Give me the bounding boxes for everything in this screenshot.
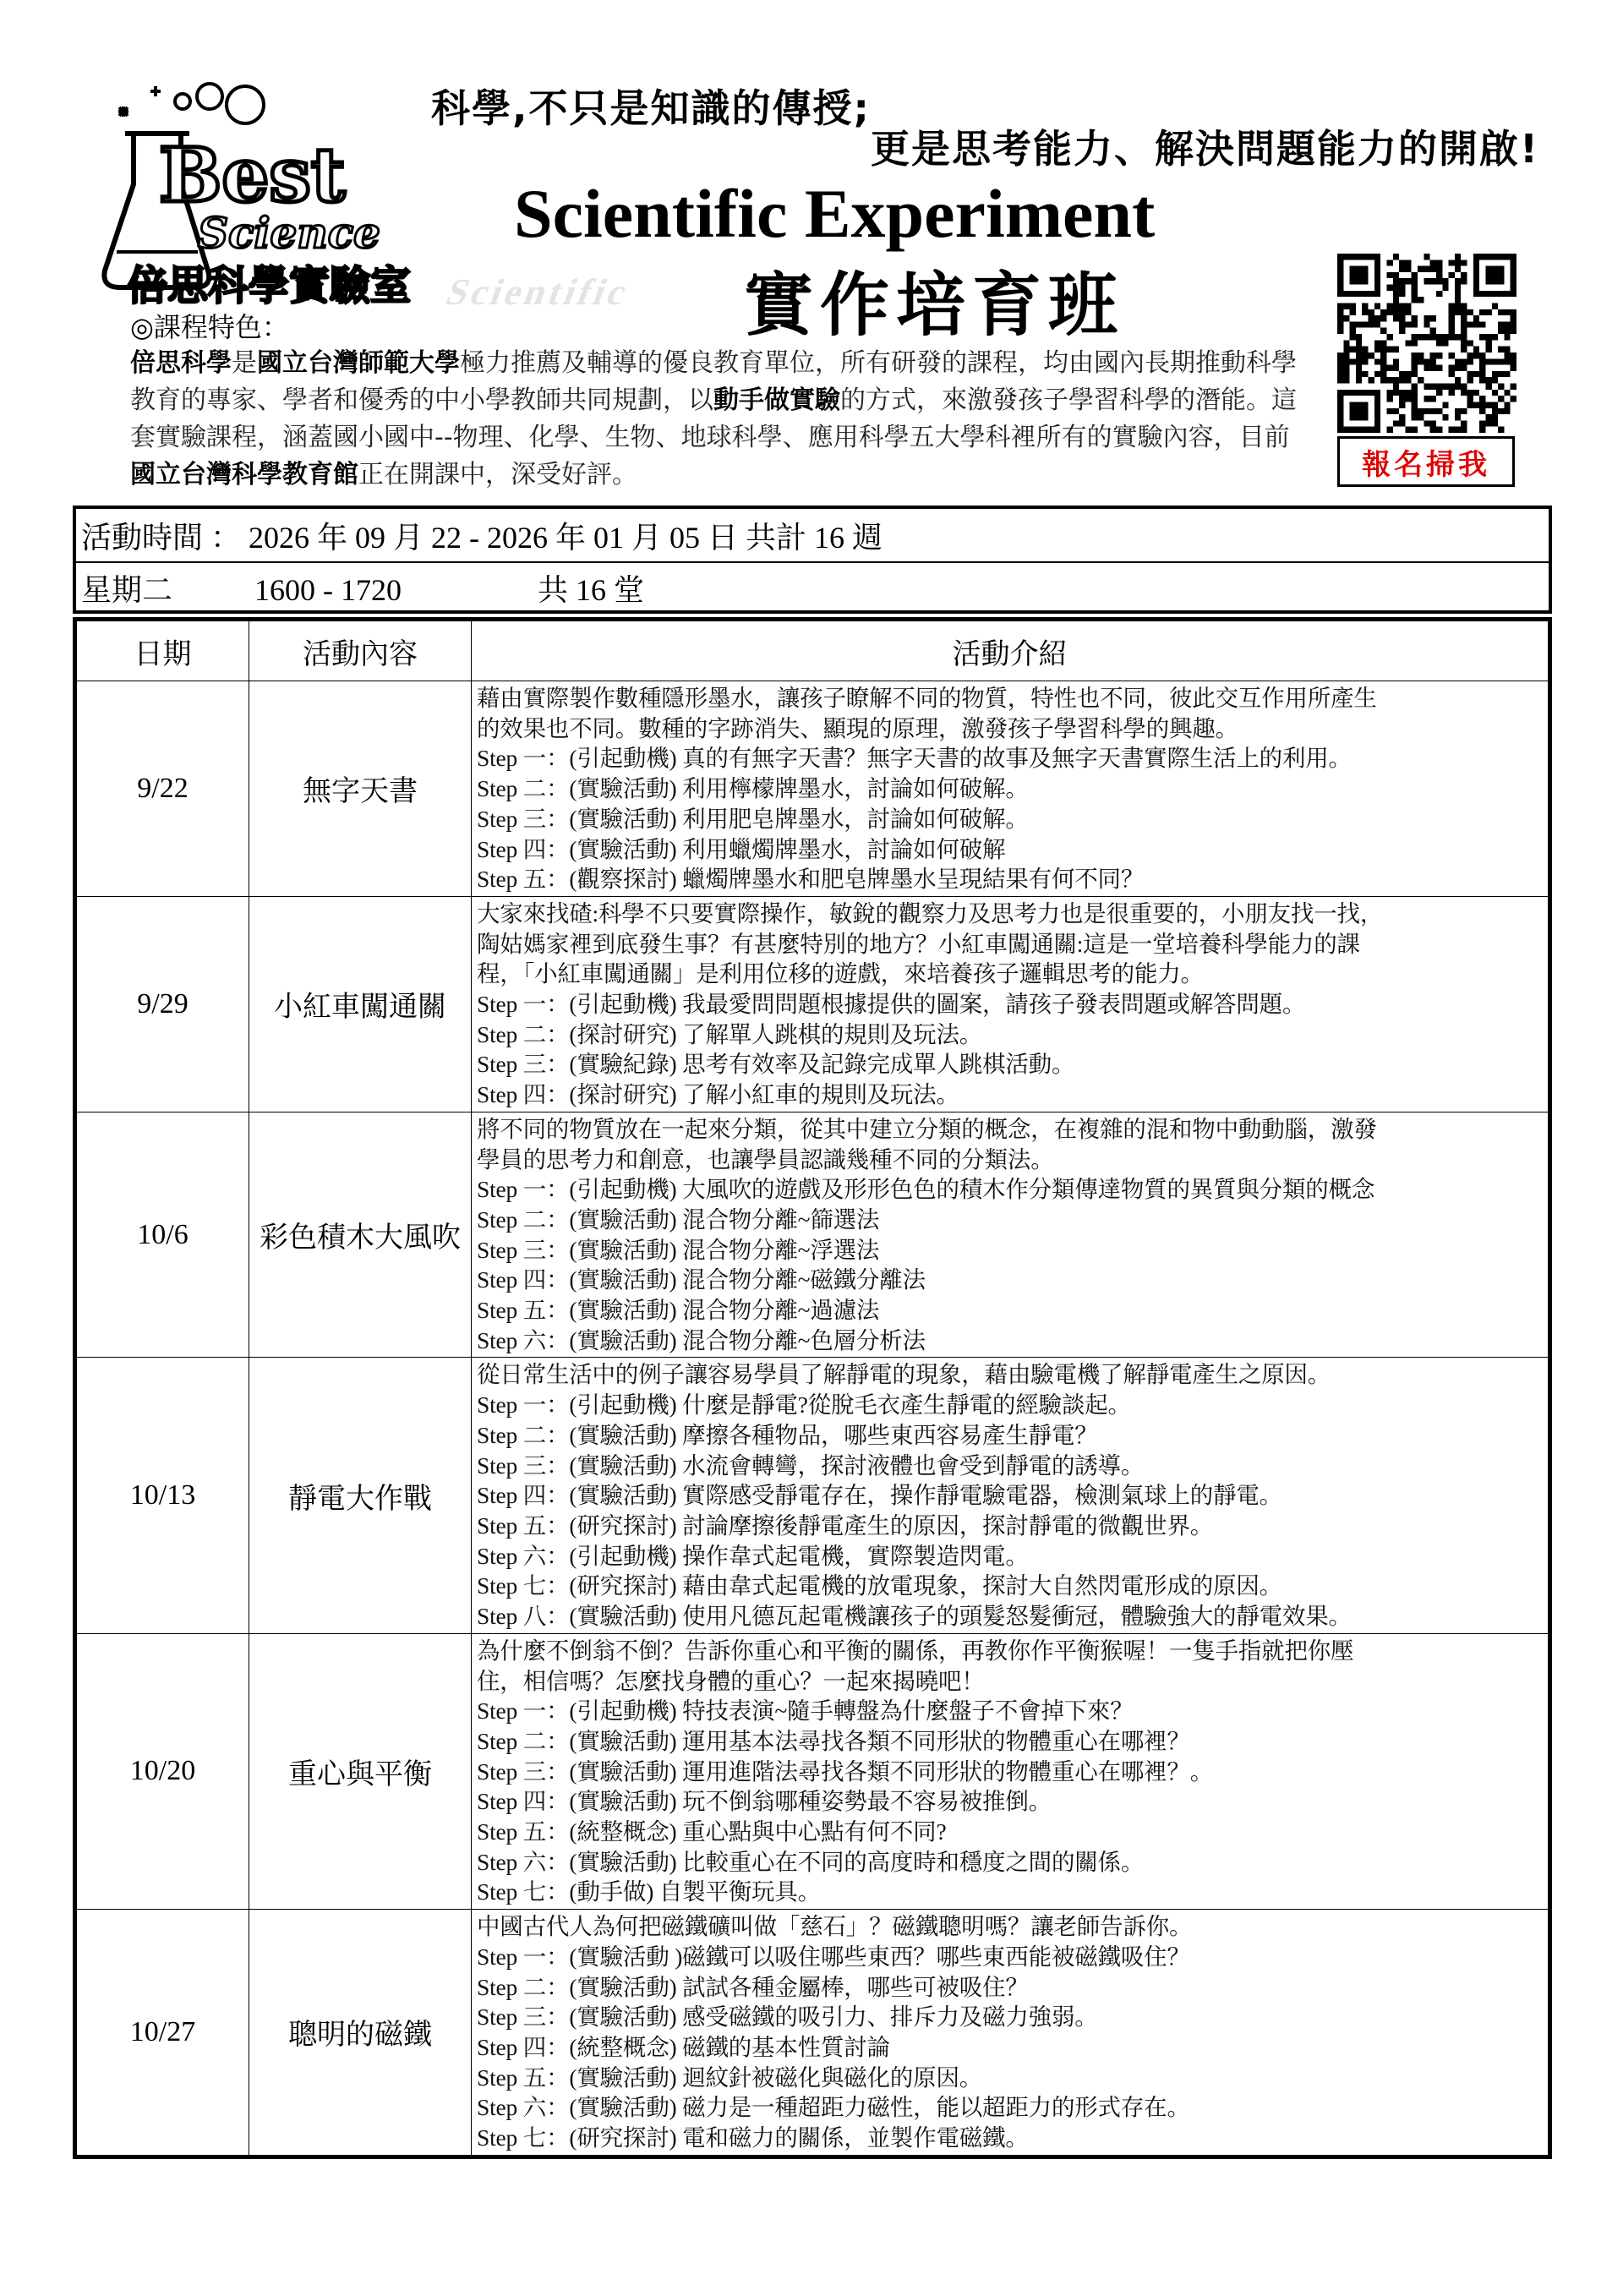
- description-line: Step 四：(實驗活動) 混合物分離~磁鐵分離法: [477, 1266, 926, 1293]
- row-description: [472, 1910, 1549, 2156]
- description-line: Step 八：(實驗活動) 使用凡德瓦起電機讓孩子的頭髮怒髮衝冠，體驗強大的靜電效果。: [477, 1603, 1352, 1630]
- description-line: 中國古代人為何把磁鐵礦叫做「慈石」？磁鐵聰明嗎？讓老師告訴你。: [477, 1913, 1193, 1940]
- description-line: Step 四：(實驗活動) 玩不倒翁哪種姿勢最不容易被推倒。: [477, 1788, 1052, 1815]
- description-line: 將不同的物質放在一起來分類，從其中建立分類的概念，在複雜的混和物中動動腦，激發: [477, 1115, 1377, 1142]
- row-activity-name: 重心與平衡: [249, 1633, 472, 1909]
- ghost-watermark-text: Scientific: [440, 271, 637, 313]
- row-activity-name: 彩色積木大風吹: [249, 1112, 472, 1358]
- logo-best-text: Best: [159, 131, 346, 219]
- description-line: Step 六：(實驗活動) 比較重心在不同的高度時和穩度之間的關係。: [477, 1848, 1145, 1875]
- description-line: Step 五：(統整概念) 重心點與中心點有何不同?: [477, 1818, 947, 1845]
- row-date: 10/13: [77, 1358, 249, 1633]
- method-name: 動手做實驗: [713, 385, 840, 415]
- description-line: 學員的思考力和創意，也讓學員認識幾種不同的分類法。: [477, 1145, 1054, 1173]
- description-line: Step 二：(實驗活動) 試試各種金屬棒，哪些可被吸住？: [477, 1973, 1029, 2000]
- row-activity-name: 靜電大作戰: [249, 1358, 472, 1633]
- table-row: [77, 1112, 1549, 1358]
- description-line: Step 四：(探討研究) 了解小紅車的規則及玩法。: [477, 1081, 959, 1108]
- weekday: 星期二: [81, 573, 173, 607]
- description-line: Step 一：(引起動機) 真的有無字天書？無字天書的故事及無字天書實際生活上的利用。: [477, 745, 1352, 772]
- schedule-table: [73, 617, 1552, 2159]
- description-line: Step 七：(研究探討) 電和磁力的關係，並製作電磁鐵。: [477, 2124, 1029, 2151]
- row-description: [472, 1633, 1549, 1909]
- description-line: Step 三：(實驗活動) 運用進階法尋找各類不同形狀的物體重心在哪裡？。: [477, 1758, 1214, 1785]
- table-header-row: [77, 621, 1549, 681]
- description-line: Step 七：(動手做) 自製平衡玩具。: [477, 1878, 821, 1905]
- museum-name: 國立台灣科學教育館: [130, 460, 358, 489]
- description-line: Step 一：(實驗活動 )磁鐵可以吸住哪些東西？哪些東西能被磁鐵吸住？: [477, 1943, 1190, 1970]
- description-line: Step 二：(探討研究) 了解單人跳棋的規則及玩法。: [477, 1020, 983, 1047]
- header-date: 日期: [77, 621, 249, 681]
- row-description: [472, 1358, 1549, 1633]
- description-line: Step 一：(引起動機) 大風吹的遊戲及形形色色的積木作分類傳達物質的異質與分類的概念: [477, 1176, 1375, 1203]
- description-line: Step 五：(實驗活動) 混合物分離~過濾法: [477, 1297, 880, 1324]
- description-line: Step 三：(實驗活動) 混合物分離~浮選法: [477, 1236, 880, 1263]
- description-line: Step 一：(引起動機) 我最愛問問題根據提供的圖案，請孩子發表問題或解答問題。: [477, 991, 1306, 1018]
- row-date: 10/6: [77, 1112, 249, 1358]
- description-line: Step 四：(實驗活動) 利用蠟燭牌墨水，討論如何破解: [477, 835, 1006, 862]
- features-heading: ◎課程特色：: [130, 311, 289, 343]
- class-time: 1600 - 1720: [254, 573, 402, 607]
- description-line: Step 一：(引起動機) 特技表演~隨手轉盤為什麼盤子不會掉下來？: [477, 1697, 1134, 1725]
- best-science-logo: [100, 74, 421, 311]
- activity-period: 活動時間 ： 2026 年 09 月 22 - 2026 年 01 月 05 日 共計 16 週: [81, 521, 883, 555]
- row-activity-name: 小紅車闖通關: [249, 896, 472, 1112]
- row-activity-name: 無字天書: [249, 681, 472, 897]
- table-row: [77, 681, 1549, 897]
- description-line: Step 二：(實驗活動) 摩擦各種物品，哪些東西容易產生靜電？: [477, 1421, 1098, 1448]
- description-line: 陶姑媽家裡到底發生事？有甚麼特別的地方？小紅車闖通關:這是一堂培養科學能力的課: [477, 930, 1360, 957]
- slogan-part2: 更是思考能力、解決問題能力的開啟!: [871, 126, 1539, 172]
- table-row: [77, 1633, 1549, 1909]
- table-row: [77, 896, 1549, 1112]
- session-info: [81, 566, 644, 610]
- decorative-stars-icon: [118, 84, 264, 123]
- table-row: [77, 1910, 1549, 2156]
- description-line: 大家來找碴:科學不只要實際操作，敏銳的觀察力及思考力也是很重要的，小朋友找一找，: [477, 899, 1384, 927]
- row-date: 10/20: [77, 1633, 249, 1909]
- description-line: Step 五：(研究探討) 討論摩擦後靜電產生的原因，探討靜電的微觀世界。: [477, 1512, 1214, 1539]
- description-line: Step 五：(實驗活動) 迴紋針被磁化與磁化的原因。: [477, 2064, 983, 2091]
- row-description: [472, 896, 1549, 1112]
- description-line: Step 六：(實驗活動) 混合物分離~色層分析法: [477, 1326, 926, 1353]
- row-date: 9/29: [77, 896, 249, 1112]
- brand-name: 倍思科學: [130, 348, 232, 378]
- description-line: Step 四：(統整概念) 磁鐵的基本性質討論: [477, 2033, 890, 2060]
- title-chinese: 實作培育班: [744, 265, 1125, 346]
- description-line: 為什麼不倒翁不倒？告訴你重心和平衡的關係，再教你作平衡猴喔！一隻手指就把你壓: [477, 1637, 1354, 1664]
- description-line: 程，「小紅車闖通關」是利用位移的遊戲，來培養孩子邏輯思考的能力。: [477, 960, 1204, 987]
- session-count: 共 16 堂: [538, 573, 645, 607]
- description-line: Step 三：(實驗活動) 水流會轉彎，探討液體也會受到靜電的誘導。: [477, 1451, 1145, 1479]
- header-activity: 活動內容: [249, 621, 472, 681]
- row-description: [472, 681, 1549, 897]
- description-line: Step 四：(實驗活動) 實際感受靜電存在，操作靜電驗電器，檢測氣球上的靜電。: [477, 1482, 1282, 1509]
- qr-code-icon[interactable]: [1337, 254, 1516, 433]
- university-name: 國立台灣師範大學: [257, 348, 460, 378]
- row-date: 9/22: [77, 681, 249, 897]
- logo-org-name: 倍思科學實驗室: [127, 262, 412, 309]
- description-line: Step 三：(實驗活動) 利用肥皂牌墨水，討論如何破解。: [477, 805, 1029, 832]
- description-line: Step 二：(實驗活動) 混合物分離~篩選法: [477, 1205, 880, 1233]
- description-line: Step 三：(實驗紀錄) 思考有效率及記錄完成單人跳棋活動。: [477, 1051, 1075, 1078]
- description-line: Step 六：(實驗活動) 磁力是一種超距力磁性，能以超距力的形式存在。: [477, 2094, 1190, 2121]
- description-line: 從日常生活中的例子讓容易學員了解靜電的現象，藉由驗電機了解靜電產生之原因。: [477, 1361, 1331, 1388]
- description-line: 藉由實際製作數種隱形墨水，讓孩子瞭解不同的物質，特性也不同，彼此交互作用所產生: [477, 685, 1377, 711]
- row-date: 10/27: [77, 1910, 249, 2156]
- row-activity-name: 聰明的磁鐵: [249, 1910, 472, 2156]
- qr-signup-label: 報名掃我: [1337, 436, 1515, 487]
- description-line: 的效果也不同。數種的字跡消失、顯現的原理，激發孩子學習科學的興趣。: [477, 714, 1238, 741]
- slogan-part1: 科學,不只是知識的傳授;: [431, 85, 871, 131]
- header-description: 活動介紹: [472, 621, 1549, 681]
- logo-science-text: Science: [198, 208, 380, 258]
- features-paragraph: 倍思科學是國立台灣師範大學極力推薦及輔導的優良教育單位，所有研發的課程，均由國內長期推動科學教育的專家、學者和優秀的中小學教師共同規劃，以動手做實驗的方式，來激發孩子學習科學的潛能。這套實驗課程，涵蓋國小國中--物理、化學、生物、地球科學、應用科學五大學科裡所有的實驗內容，目前國立台灣科學教育館正在開課中，深受好評。: [130, 348, 1297, 489]
- title-english: Scientific Experiment: [514, 175, 1156, 252]
- description-line: Step 三：(實驗活動) 感受磁鐵的吸引力、排斥力及磁力強弱。: [477, 2004, 1098, 2031]
- row-description: [472, 1112, 1549, 1358]
- description-line: Step 二：(實驗活動) 利用檸檬牌墨水，討論如何破解。: [477, 775, 1029, 802]
- description-line: Step 六：(引起動機) 操作韋式起電機，實際製造閃電。: [477, 1542, 1029, 1569]
- schedule-info-box: [73, 506, 1552, 614]
- description-line: Step 五：(觀察探討) 蠟燭牌墨水和肥皂牌墨水呈現結果有何不同？: [477, 866, 1145, 893]
- description-line: 住，相信嗎？怎麼找身體的重心？一起來揭曉吧！: [477, 1667, 985, 1694]
- table-row: [77, 1358, 1549, 1633]
- description-line: Step 一：(引起動機) 什麼是靜電?從脫毛衣產生靜電的經驗談起。: [477, 1391, 1131, 1419]
- description-line: Step 七：(研究探討) 藉由韋式起電機的放電現象，探討大自然閃電形成的原因。: [477, 1572, 1282, 1599]
- description-line: Step 二：(實驗活動) 運用基本法尋找各類不同形狀的物體重心在哪裡？: [477, 1727, 1190, 1754]
